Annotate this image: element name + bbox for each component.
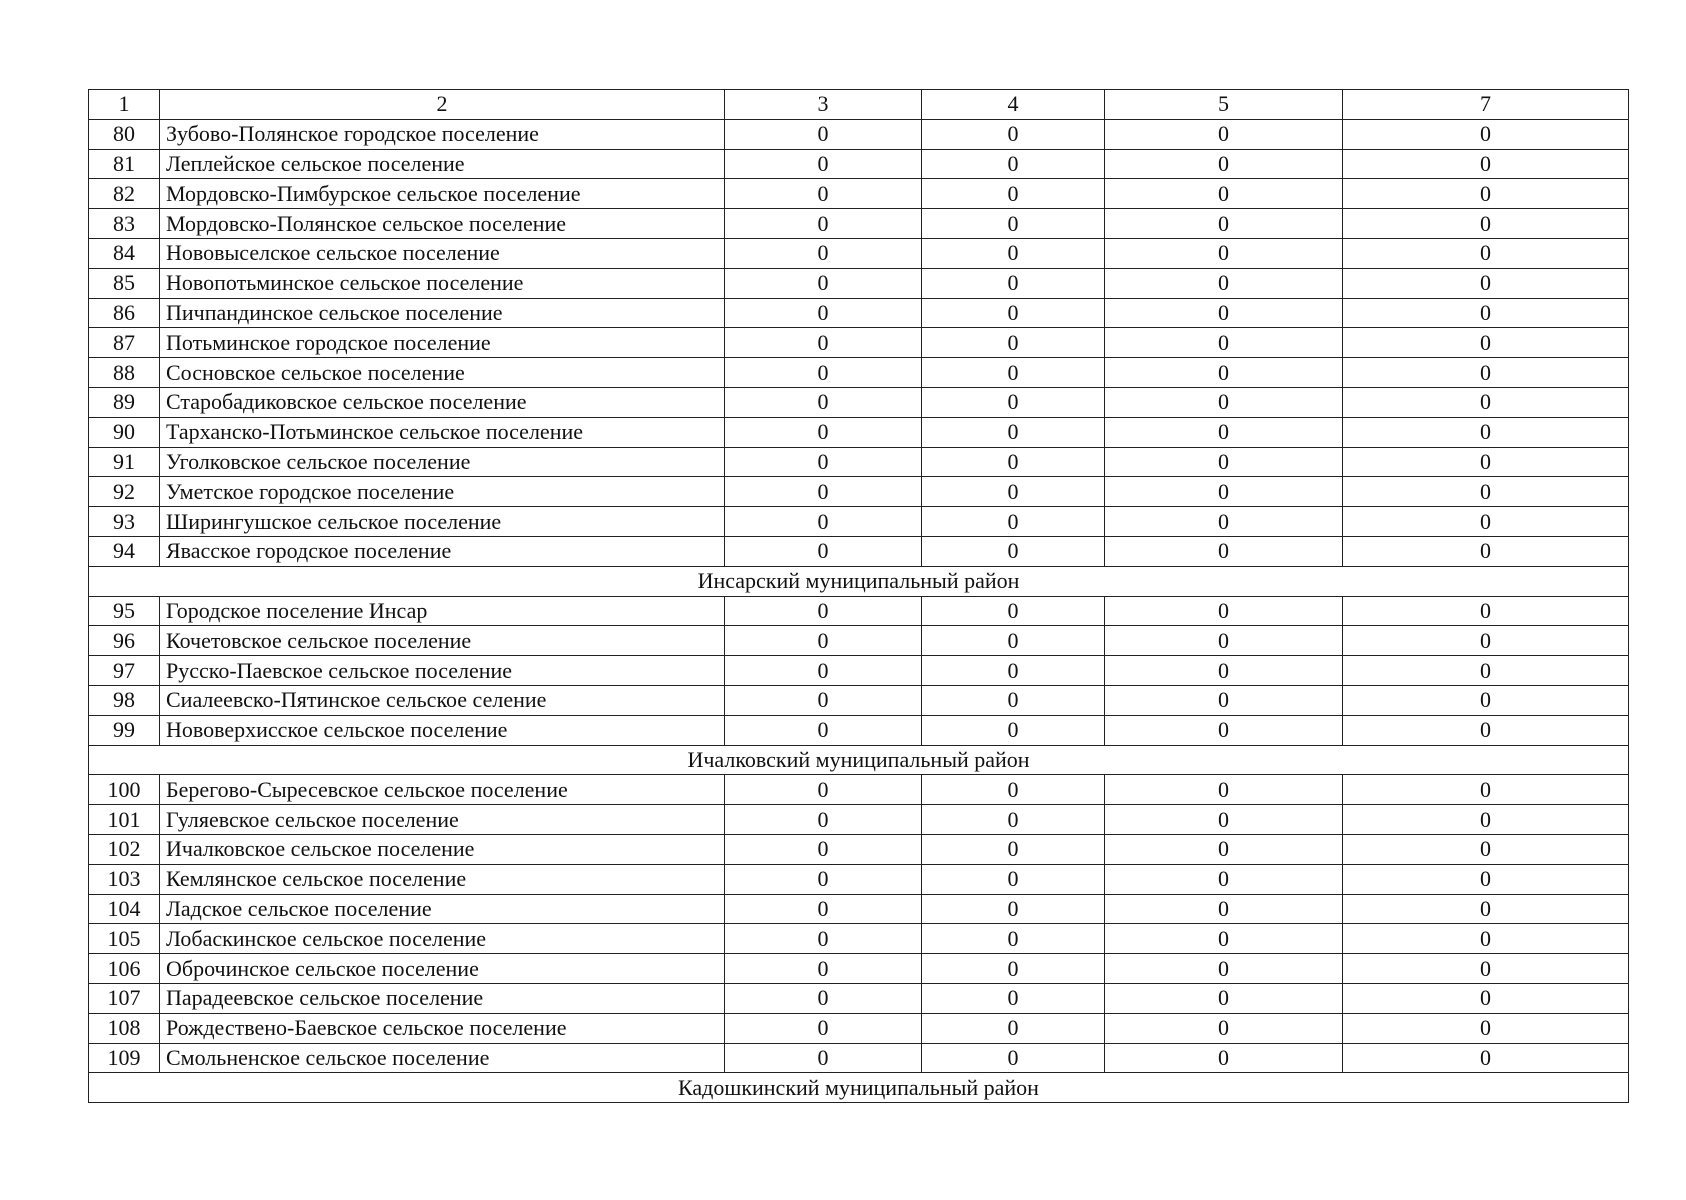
col-7-value: 0	[1343, 387, 1629, 417]
col-3-value: 0	[725, 924, 922, 954]
col-4-value: 0	[922, 536, 1105, 566]
table-row	[89, 358, 1629, 388]
settlement-name: Оброчинское сельское поселение	[160, 954, 725, 984]
col-4-value: 0	[922, 924, 1105, 954]
header-col-4: 4	[922, 90, 1105, 120]
col-5-value: 0	[1105, 983, 1343, 1013]
table-row	[89, 179, 1629, 209]
col-3-value: 0	[725, 626, 922, 656]
col-4-value: 0	[922, 1013, 1105, 1043]
row-number: 108	[89, 1013, 160, 1043]
settlement-name: Нововерхисское сельское поселение	[160, 715, 725, 745]
row-number: 86	[89, 298, 160, 328]
col-4-value: 0	[922, 477, 1105, 507]
table-row	[89, 149, 1629, 179]
table-row	[89, 924, 1629, 954]
col-3-value: 0	[725, 328, 922, 358]
row-number: 103	[89, 864, 160, 894]
settlement-name: Уголковское сельское поселение	[160, 447, 725, 477]
col-4-value: 0	[922, 715, 1105, 745]
settlement-name: Кочетовское сельское поселение	[160, 626, 725, 656]
col-5-value: 0	[1105, 328, 1343, 358]
district-section-title: Кадошкинский муниципальный район	[89, 1073, 1629, 1103]
col-4-value: 0	[922, 298, 1105, 328]
settlement-name: Смольненское сельское поселение	[160, 1043, 725, 1073]
table-row	[89, 805, 1629, 835]
col-3-value: 0	[725, 179, 922, 209]
col-4-value: 0	[922, 596, 1105, 626]
col-5-value: 0	[1105, 954, 1343, 984]
table-row	[89, 983, 1629, 1013]
row-number: 99	[89, 715, 160, 745]
col-7-value: 0	[1343, 119, 1629, 149]
settlement-name: Ладское сельское поселение	[160, 894, 725, 924]
row-number: 104	[89, 894, 160, 924]
col-3-value: 0	[725, 268, 922, 298]
col-7-value: 0	[1343, 834, 1629, 864]
col-5-value: 0	[1105, 1043, 1343, 1073]
col-3-value: 0	[725, 1043, 922, 1073]
settlement-name: Гуляевское сельское поселение	[160, 805, 725, 835]
col-7-value: 0	[1343, 983, 1629, 1013]
col-5-value: 0	[1105, 268, 1343, 298]
row-number: 87	[89, 328, 160, 358]
col-4-value: 0	[922, 954, 1105, 984]
table-row	[89, 1043, 1629, 1073]
col-5-value: 0	[1105, 596, 1343, 626]
col-7-value: 0	[1343, 656, 1629, 686]
col-3-value: 0	[725, 864, 922, 894]
settlement-name: Парадеевское сельское поселение	[160, 983, 725, 1013]
col-5-value: 0	[1105, 536, 1343, 566]
col-7-value: 0	[1343, 536, 1629, 566]
col-4-value: 0	[922, 417, 1105, 447]
col-5-value: 0	[1105, 298, 1343, 328]
table-row	[89, 298, 1629, 328]
table-body	[89, 90, 1629, 1103]
col-3-value: 0	[725, 209, 922, 239]
col-7-value: 0	[1343, 715, 1629, 745]
col-3-value: 0	[725, 1013, 922, 1043]
table-row	[89, 834, 1629, 864]
row-number: 105	[89, 924, 160, 954]
col-5-value: 0	[1105, 864, 1343, 894]
col-3-value: 0	[725, 477, 922, 507]
settlement-name: Зубово-Полянское городское поселение	[160, 119, 725, 149]
row-number: 89	[89, 387, 160, 417]
settlement-name: Сиалеевско-Пятинское сельское селение	[160, 685, 725, 715]
col-5-value: 0	[1105, 715, 1343, 745]
settlement-name: Новопотьминское сельское поселение	[160, 268, 725, 298]
col-4-value: 0	[922, 209, 1105, 239]
col-4-value: 0	[922, 238, 1105, 268]
col-7-value: 0	[1343, 596, 1629, 626]
col-5-value: 0	[1105, 119, 1343, 149]
col-3-value: 0	[725, 119, 922, 149]
col-5-value: 0	[1105, 805, 1343, 835]
row-number: 91	[89, 447, 160, 477]
col-4-value: 0	[922, 685, 1105, 715]
col-7-value: 0	[1343, 685, 1629, 715]
col-3-value: 0	[725, 447, 922, 477]
col-3-value: 0	[725, 656, 922, 686]
row-number: 93	[89, 507, 160, 537]
row-number: 83	[89, 209, 160, 239]
row-number: 95	[89, 596, 160, 626]
col-7-value: 0	[1343, 238, 1629, 268]
col-3-value: 0	[725, 954, 922, 984]
col-3-value: 0	[725, 834, 922, 864]
col-7-value: 0	[1343, 209, 1629, 239]
col-4-value: 0	[922, 626, 1105, 656]
settlement-name: Леплейское сельское поселение	[160, 149, 725, 179]
col-4-value: 0	[922, 179, 1105, 209]
row-number: 94	[89, 536, 160, 566]
settlement-name: Потьминское городское поселение	[160, 328, 725, 358]
header-col-1: 1	[89, 90, 160, 120]
header-col-3: 3	[725, 90, 922, 120]
settlement-name: Тарханско-Потьминское сельское поселение	[160, 417, 725, 447]
col-5-value: 0	[1105, 626, 1343, 656]
col-3-value: 0	[725, 805, 922, 835]
district-section-row	[89, 1073, 1629, 1103]
col-4-value: 0	[922, 328, 1105, 358]
col-5-value: 0	[1105, 387, 1343, 417]
col-7-value: 0	[1343, 268, 1629, 298]
settlement-name: Городское поселение Инсар	[160, 596, 725, 626]
col-7-value: 0	[1343, 924, 1629, 954]
district-section-title: Ичалковский муниципальный район	[89, 745, 1629, 775]
col-4-value: 0	[922, 507, 1105, 537]
table-row	[89, 387, 1629, 417]
col-7-value: 0	[1343, 507, 1629, 537]
table-row	[89, 268, 1629, 298]
col-5-value: 0	[1105, 924, 1343, 954]
settlement-name: Пичпандинское сельское поселение	[160, 298, 725, 328]
col-3-value: 0	[725, 536, 922, 566]
table-row	[89, 596, 1629, 626]
col-4-value: 0	[922, 149, 1105, 179]
table-row	[89, 507, 1629, 537]
col-3-value: 0	[725, 596, 922, 626]
row-number: 107	[89, 983, 160, 1013]
col-4-value: 0	[922, 983, 1105, 1013]
col-7-value: 0	[1343, 417, 1629, 447]
table-row	[89, 417, 1629, 447]
district-section-title: Инсарский муниципальный район	[89, 566, 1629, 596]
row-number: 97	[89, 656, 160, 686]
col-5-value: 0	[1105, 656, 1343, 686]
row-number: 92	[89, 477, 160, 507]
col-4-value: 0	[922, 775, 1105, 805]
col-5-value: 0	[1105, 477, 1343, 507]
col-4-value: 0	[922, 119, 1105, 149]
col-5-value: 0	[1105, 209, 1343, 239]
col-4-value: 0	[922, 268, 1105, 298]
col-5-value: 0	[1105, 358, 1343, 388]
table-row	[89, 894, 1629, 924]
col-7-value: 0	[1343, 805, 1629, 835]
col-4-value: 0	[922, 1043, 1105, 1073]
table-row	[89, 775, 1629, 805]
table-row	[89, 954, 1629, 984]
settlement-name: Кемлянское сельское поселение	[160, 864, 725, 894]
row-number: 96	[89, 626, 160, 656]
table-row	[89, 119, 1629, 149]
col-3-value: 0	[725, 149, 922, 179]
col-3-value: 0	[725, 685, 922, 715]
settlement-name: Мордовско-Пимбурское сельское поселение	[160, 179, 725, 209]
col-7-value: 0	[1343, 864, 1629, 894]
district-section-row	[89, 745, 1629, 775]
row-number: 90	[89, 417, 160, 447]
col-7-value: 0	[1343, 447, 1629, 477]
col-5-value: 0	[1105, 238, 1343, 268]
table-row	[89, 238, 1629, 268]
settlement-name: Явасское городское поселение	[160, 536, 725, 566]
table-row	[89, 447, 1629, 477]
header-col-7: 7	[1343, 90, 1629, 120]
row-number: 85	[89, 268, 160, 298]
col-3-value: 0	[725, 387, 922, 417]
settlement-name: Старобадиковское сельское поселение	[160, 387, 725, 417]
table-row	[89, 864, 1629, 894]
row-number: 106	[89, 954, 160, 984]
settlement-name: Уметское городское поселение	[160, 477, 725, 507]
col-4-value: 0	[922, 387, 1105, 417]
row-number: 82	[89, 179, 160, 209]
table-row	[89, 715, 1629, 745]
row-number: 80	[89, 119, 160, 149]
col-7-value: 0	[1343, 1043, 1629, 1073]
row-number: 109	[89, 1043, 160, 1073]
row-number: 81	[89, 149, 160, 179]
settlement-name: Русско-Паевское сельское поселение	[160, 656, 725, 686]
col-3-value: 0	[725, 894, 922, 924]
settlements-table	[88, 89, 1629, 1103]
col-7-value: 0	[1343, 149, 1629, 179]
table-row	[89, 685, 1629, 715]
row-number: 84	[89, 238, 160, 268]
col-3-value: 0	[725, 775, 922, 805]
table-row	[89, 477, 1629, 507]
table-row	[89, 626, 1629, 656]
settlement-name: Лобаскинское сельское поселение	[160, 924, 725, 954]
col-4-value: 0	[922, 834, 1105, 864]
col-3-value: 0	[725, 417, 922, 447]
col-7-value: 0	[1343, 626, 1629, 656]
col-7-value: 0	[1343, 298, 1629, 328]
settlement-name: Сосновское сельское поселение	[160, 358, 725, 388]
col-3-value: 0	[725, 298, 922, 328]
settlement-name: Рождествено-Баевское сельское поселение	[160, 1013, 725, 1043]
col-7-value: 0	[1343, 358, 1629, 388]
col-5-value: 0	[1105, 834, 1343, 864]
district-section-row	[89, 566, 1629, 596]
col-7-value: 0	[1343, 894, 1629, 924]
col-4-value: 0	[922, 656, 1105, 686]
col-3-value: 0	[725, 715, 922, 745]
row-number: 100	[89, 775, 160, 805]
col-7-value: 0	[1343, 477, 1629, 507]
col-5-value: 0	[1105, 775, 1343, 805]
col-3-value: 0	[725, 238, 922, 268]
col-5-value: 0	[1105, 149, 1343, 179]
col-5-value: 0	[1105, 447, 1343, 477]
settlement-name: Мордовско-Полянское сельское поселение	[160, 209, 725, 239]
col-3-value: 0	[725, 358, 922, 388]
row-number: 98	[89, 685, 160, 715]
settlement-name: Берегово-Сыресевское сельское поселение	[160, 775, 725, 805]
settlement-name: Ширингушское сельское поселение	[160, 507, 725, 537]
row-number: 102	[89, 834, 160, 864]
col-4-value: 0	[922, 864, 1105, 894]
col-5-value: 0	[1105, 1013, 1343, 1043]
col-7-value: 0	[1343, 328, 1629, 358]
col-5-value: 0	[1105, 179, 1343, 209]
table-header-row	[89, 90, 1629, 120]
table-row	[89, 1013, 1629, 1043]
col-7-value: 0	[1343, 179, 1629, 209]
table-row	[89, 209, 1629, 239]
col-7-value: 0	[1343, 954, 1629, 984]
header-col-5: 5	[1105, 90, 1343, 120]
header-col-2: 2	[160, 90, 725, 120]
col-4-value: 0	[922, 447, 1105, 477]
col-7-value: 0	[1343, 775, 1629, 805]
col-4-value: 0	[922, 358, 1105, 388]
col-5-value: 0	[1105, 685, 1343, 715]
row-number: 88	[89, 358, 160, 388]
col-5-value: 0	[1105, 417, 1343, 447]
col-3-value: 0	[725, 507, 922, 537]
table-row	[89, 328, 1629, 358]
row-number: 101	[89, 805, 160, 835]
col-4-value: 0	[922, 805, 1105, 835]
col-3-value: 0	[725, 983, 922, 1013]
settlement-name: Ичалковское сельское поселение	[160, 834, 725, 864]
col-5-value: 0	[1105, 894, 1343, 924]
col-4-value: 0	[922, 894, 1105, 924]
table-row	[89, 536, 1629, 566]
col-7-value: 0	[1343, 1013, 1629, 1043]
table-row	[89, 656, 1629, 686]
col-5-value: 0	[1105, 507, 1343, 537]
settlement-name: Нововыселское сельское поселение	[160, 238, 725, 268]
